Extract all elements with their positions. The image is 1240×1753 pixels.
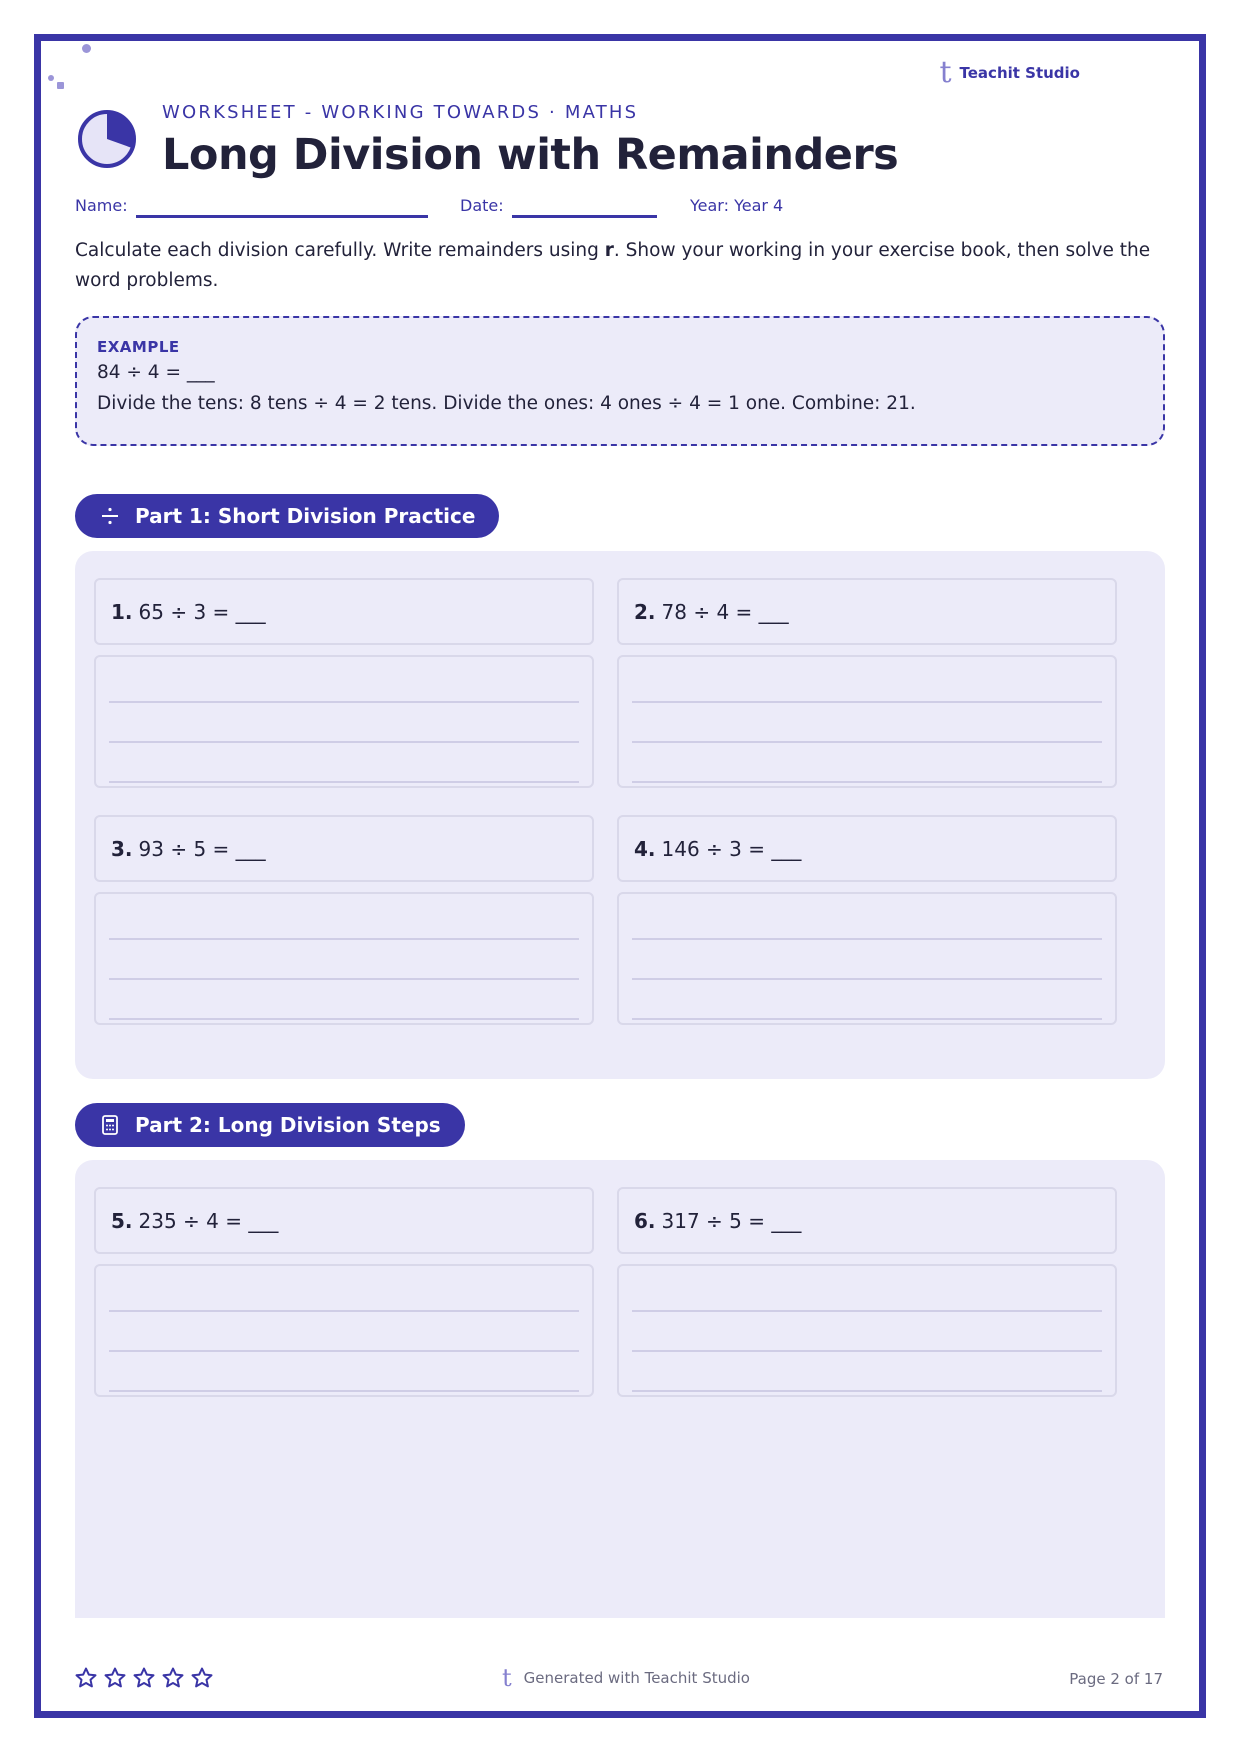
part1-panel — [75, 551, 1165, 1079]
brand-logo — [939, 55, 1080, 90]
question-text: 65 ÷ 3 = ___ — [138, 599, 266, 624]
question-number: 5. — [111, 1208, 133, 1233]
working-area-2[interactable] — [617, 655, 1117, 788]
writing-line — [109, 701, 579, 703]
writing-line — [109, 781, 579, 783]
writing-line — [109, 1390, 579, 1392]
question-text: 93 ÷ 5 = ___ — [138, 836, 266, 861]
brand-name: Teachit Studio — [959, 64, 1080, 82]
page-title: Long Division with Remainders — [162, 130, 899, 180]
working-area-6[interactable] — [617, 1264, 1117, 1397]
writing-line — [632, 978, 1102, 980]
question-number: 3. — [111, 836, 133, 861]
example-question: 84 ÷ 4 = ___ — [97, 362, 215, 383]
footer-t-icon: t — [502, 1664, 512, 1692]
calculator-icon — [99, 1114, 121, 1136]
instructions — [75, 236, 1165, 296]
part2-panel — [75, 1160, 1165, 1618]
decorative-dot — [57, 82, 64, 89]
part2-title: Part 2: Long Division Steps — [135, 1113, 441, 1137]
writing-line — [632, 701, 1102, 703]
instructions-bold: r — [604, 240, 614, 261]
example-explanation: Divide the tens: 8 tens ÷ 4 = 2 tens. Divide the ones: 4 ones ÷ 4 = 1 one. Combine: 21. — [97, 393, 916, 414]
question-text: 317 ÷ 5 = ___ — [661, 1208, 802, 1233]
name-label: Name: — [75, 196, 128, 215]
name-field[interactable] — [136, 215, 428, 218]
writing-line — [109, 1310, 579, 1312]
question-5 — [94, 1187, 594, 1254]
working-area-5[interactable] — [94, 1264, 594, 1397]
question-number: 4. — [634, 836, 656, 861]
part1-header — [75, 494, 499, 538]
year-label: Year: Year 4 — [690, 196, 784, 215]
writing-line — [109, 938, 579, 940]
writing-line — [632, 1018, 1102, 1020]
star-outline-icon[interactable] — [103, 1666, 127, 1690]
writing-line — [109, 1018, 579, 1020]
writing-line — [632, 1310, 1102, 1312]
working-area-3[interactable] — [94, 892, 594, 1025]
star-outline-icon[interactable] — [161, 1666, 185, 1690]
instructions-text-end: . Show your working in your exercise book, then solve the word problems. — [75, 240, 1151, 291]
decorative-dot — [48, 75, 54, 81]
divide-icon — [99, 505, 121, 527]
pie-chart-icon — [76, 108, 138, 170]
writing-line — [109, 741, 579, 743]
question-4 — [617, 815, 1117, 882]
example-box — [75, 316, 1165, 446]
star-outline-icon[interactable] — [132, 1666, 156, 1690]
date-label: Date: — [460, 196, 504, 215]
instructions-text: Calculate each division carefully. Write remainders using — [75, 240, 605, 261]
question-number: 1. — [111, 599, 133, 624]
writing-line — [632, 741, 1102, 743]
brand-t-icon: t — [939, 55, 952, 90]
worksheet-kicker: WORKSHEET - WORKING TOWARDS · MATHS — [162, 102, 639, 123]
star-outline-icon[interactable] — [190, 1666, 214, 1690]
question-1 — [94, 578, 594, 645]
working-area-4[interactable] — [617, 892, 1117, 1025]
question-number: 2. — [634, 599, 656, 624]
rating-stars — [74, 1666, 214, 1690]
question-6 — [617, 1187, 1117, 1254]
question-text: 146 ÷ 3 = ___ — [661, 836, 802, 861]
writing-line — [632, 781, 1102, 783]
writing-line — [632, 1390, 1102, 1392]
page-number: Page 2 of 17 — [1069, 1670, 1163, 1688]
footer-generated: Generated with Teachit Studio — [523, 1669, 750, 1687]
star-outline-icon[interactable] — [74, 1666, 98, 1690]
part1-title: Part 1: Short Division Practice — [135, 504, 476, 528]
writing-line — [109, 1350, 579, 1352]
writing-line — [632, 938, 1102, 940]
decorative-dot — [82, 44, 91, 53]
writing-line — [632, 1350, 1102, 1352]
question-text: 235 ÷ 4 = ___ — [138, 1208, 279, 1233]
question-number: 6. — [634, 1208, 656, 1233]
question-text: 78 ÷ 4 = ___ — [661, 599, 789, 624]
writing-line — [109, 978, 579, 980]
example-label: EXAMPLE — [97, 338, 180, 356]
working-area-1[interactable] — [94, 655, 594, 788]
part2-header — [75, 1103, 465, 1147]
date-field[interactable] — [512, 215, 657, 218]
question-3 — [94, 815, 594, 882]
footer-credit — [502, 1666, 750, 1690]
question-2 — [617, 578, 1117, 645]
